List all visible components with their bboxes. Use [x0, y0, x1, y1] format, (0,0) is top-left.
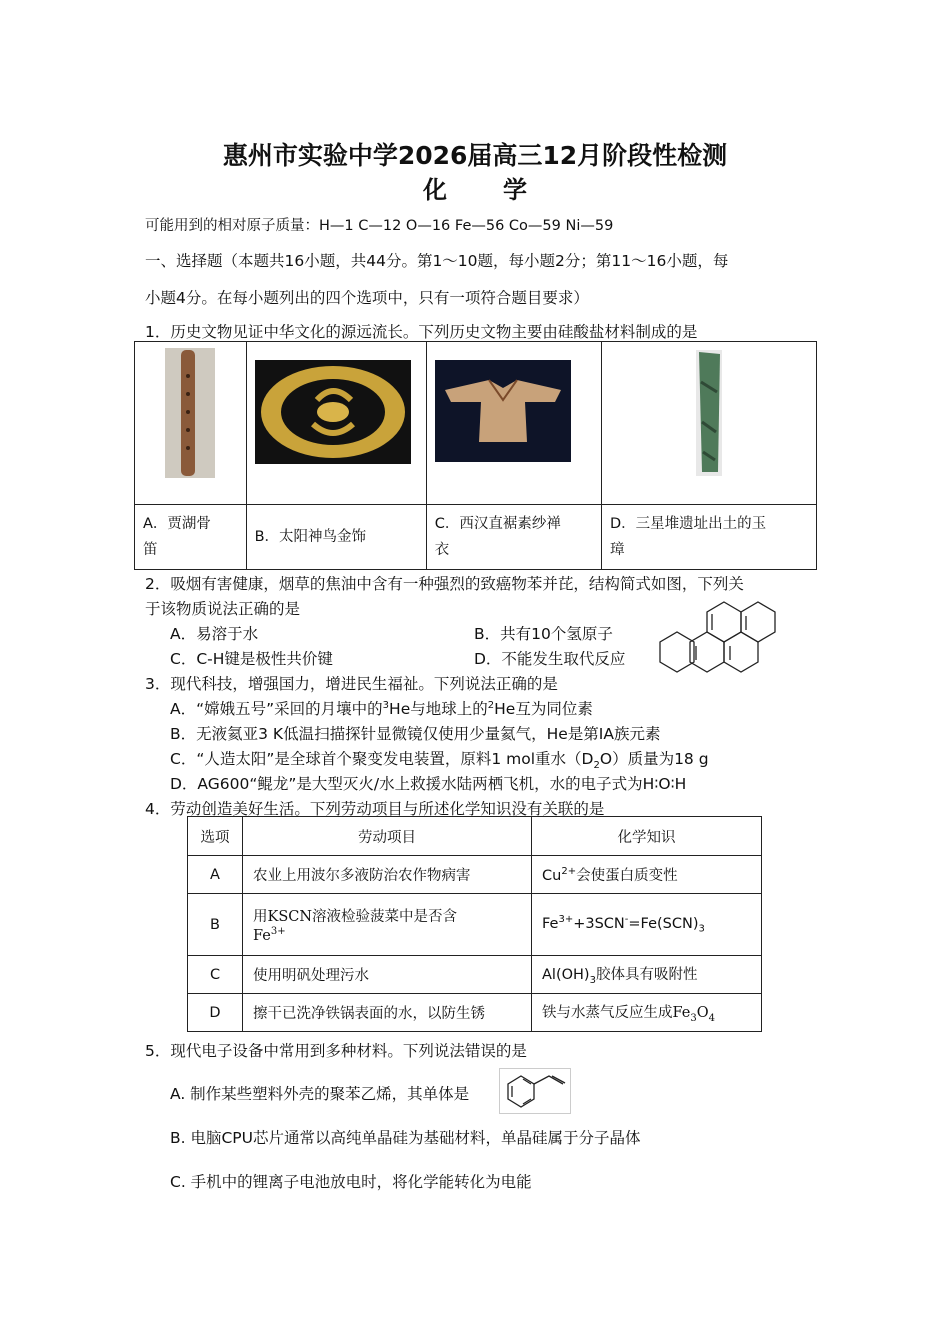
- q5-option-a: A. 制作某些塑料外壳的聚苯乙烯，其单体是: [170, 1085, 470, 1103]
- q4-row-d: D 擦干已洗净铁锅表面的水，以防生锈 铁与水蒸气反应生成$Fe_3O_4$: [188, 994, 762, 1032]
- q5-stem: 5．现代电子设备中常用到多种材料。下列说法错误的是: [145, 1042, 527, 1060]
- q3-option-a: A．“嫦娥五号”采回的月壤中的$^3$He与地球上的$^2$He互为同位素: [170, 699, 593, 718]
- section1-line2: 小题4分。在每小题列出的四个选项中，只有一项符合题目要求）: [145, 289, 589, 307]
- q4-stem: 4．劳动创造美好生活。下列劳动项目与所述化学知识没有关联的是: [145, 800, 605, 818]
- q4-header-option: 选项: [188, 817, 243, 856]
- q2-stem-line1: 2．吸烟有害健康，烟草的焦油中含有一种强烈的致癌物苯并芘，结构简式如图，下列关: [145, 575, 744, 593]
- silk-gown-image: [427, 342, 602, 504]
- q4-header-task: 劳动项目: [243, 817, 532, 856]
- q1-option-c: C．西汉直裾素纱禅 衣: [426, 505, 601, 570]
- q3-option-c: C．“人造太阳”是全球首个聚变发电装置，原料1 mol重水$(D_2O)$质量为18 g: [170, 750, 709, 772]
- q1-image-cell-c: [426, 342, 601, 505]
- styrene-structure-image: [499, 1068, 571, 1114]
- q1-option-b: B．太阳神鸟金饰: [246, 505, 426, 570]
- q1-option-d: D．三星堆遗址出土的玉 璋: [601, 505, 816, 570]
- q2-option-c: C．C-H键是极性共价键: [170, 650, 333, 668]
- section1-line1: 一、选择题（本题共16小题，共44分。第1～10题，每小题2分；第11～16小题，每: [145, 252, 729, 270]
- q4-header-knowledge: 化学知识: [532, 817, 762, 856]
- atomic-masses: 可能用到的相对原子质量：H—1 C—12 O—16 Fe—56 Co—59 Ni—59: [145, 218, 614, 234]
- subject-title: 化 学: [423, 176, 527, 204]
- q2-option-d: D．不能发生取代反应: [474, 650, 626, 668]
- q3-stem: 3．现代科技，增强国力，增进民生福祉。下列说法正确的是: [145, 675, 558, 693]
- jade-zhang-image: [602, 342, 817, 504]
- q3-option-b: B．无液氦亚3 K低温扫描探针显微镜仅使用少量氦气，He是第ⅠA族元素: [170, 725, 661, 743]
- q1-image-table: [134, 341, 817, 570]
- bone-flute-image: [135, 342, 246, 504]
- q1-image-cell-d: [601, 342, 816, 505]
- q4-row-b: B 用KSCN溶液检验菠菜中是否含 $Fe^{3+}$ $Fe^{3+}+3SCN^-=Fe(SCN)_3$: [188, 894, 762, 956]
- benzopyrene-structure-image: [658, 598, 790, 676]
- exam-title: 惠州市实验中学2026届高三12月阶段性检测: [222, 141, 728, 170]
- q1-option-a: A．贾湖骨 笛: [135, 505, 247, 570]
- q1-stem: 1．历史文物见证中华文化的源远流长。下列历史文物主要由硅酸盐材料制成的是: [145, 323, 698, 341]
- q5-option-c: C. 手机中的锂离子电池放电时，将化学能转化为电能: [170, 1173, 532, 1191]
- q4-row-a: A 农业上用波尔多液防治农作物病害 $Cu^{2+}$会使蛋白质变性: [188, 856, 762, 894]
- q1-image-cell-a: [135, 342, 247, 505]
- q1-image-cell-b: [246, 342, 426, 505]
- q5-option-b: B. 电脑CPU芯片通常以高纯单晶硅为基础材料，单晶硅属于分子晶体: [170, 1129, 641, 1147]
- q3-option-d: D．AG600“鲲龙”是大型灭火/水上救援水陆两栖飞机，水的电子式为H∶O∶H: [170, 775, 687, 793]
- q2-option-a: A．易溶于水: [170, 625, 259, 643]
- q4-table: [187, 816, 762, 1032]
- q2-stem-line2: 于该物质说法正确的是: [145, 600, 301, 618]
- q4-row-c: C 使用明矾处理污水 $Al(OH)_3$胶体具有吸附性: [188, 956, 762, 994]
- golden-sun-bird-image: [247, 342, 427, 504]
- q2-option-b: B．共有10个氢原子: [474, 625, 613, 643]
